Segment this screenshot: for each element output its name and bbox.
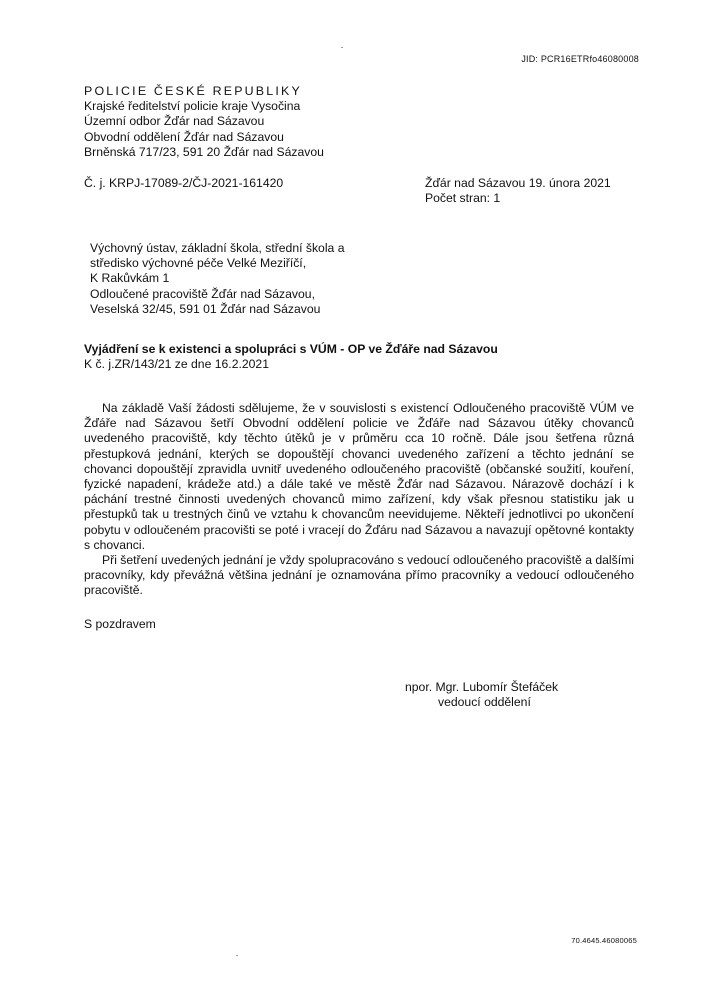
sender-line: Krajské ředitelství policie kraje Vysočina: [84, 99, 301, 114]
sender-header: [84, 84, 324, 160]
recipient-line: Odloučené pracoviště Žďár nad Sázavou,: [90, 286, 315, 301]
signatory-role: vedoucí oddělení: [438, 695, 531, 710]
recipient-line: Veselská 32/45, 591 01 Žďár nad Sázavou: [90, 301, 321, 316]
scan-speck: [236, 955, 238, 956]
page-count: Počet stran: 1: [425, 191, 501, 206]
letter-body: [84, 401, 634, 599]
recipient-address: [90, 241, 345, 317]
sender-organization: POLICIE ČESKÉ REPUBLIKY: [84, 84, 302, 98]
sender-address: Brněnská 717/23, 591 20 Žďár nad Sázavou: [84, 144, 324, 159]
body-paragraph: Při šetření uvedených jednání je vždy spolupracováno s vedoucí odloučeného pracoviště a dalšími pracovníky, kdy převážná většina jednání je oznamována přímo pracovníky a vedoucí odloučeného pracoviště.: [84, 553, 634, 598]
scan-speck: [341, 47, 343, 48]
body-paragraph: Na základě Vaší žádosti sdělujeme, že v souvislosti s existencí Odloučeného pracoviště VÚM ve Žďáře nad Sázavou šetří Obvodní oddělení policie ve Žďáře nad Sázavou útěky chovanců uvedeného pracoviště, kdy těchto útěků je v průměru cca 10 ročně. Dále jsou šetřena různá přestupková jednání, kterých se dopouštějí chovanci uvedeného zařízení a těchto jednání se chovanci dopouštějí zpravidla uvnitř uvedeného odloučeného pracoviště (občanské soužití, kouření, fyzické napadení, krádeže atd.) a dále také ve městě Žďár nad Sázavou. Nárazově dochází i k páchání trestné činnosti uvedených chovanců mimo zařízení, kdy však přesnou statistiku jak u přestupků tak u trestných činů ve vztahu k chovancům neevidujeme. Někteří jednotlivci po ukončení pobytu v odloučeném pracovišti se poté i vracejí do Žďáru nad Sázavou a navazují opětovné kontakty s chovanci.: [84, 401, 634, 552]
footer-code: 70.4645.46080065: [571, 936, 637, 945]
sender-line: Územní odbor Žďár nad Sázavou: [84, 114, 265, 129]
subject-block: [84, 342, 498, 372]
recipient-line: Výchovný ústav, základní škola, střední škola a: [90, 241, 345, 255]
sender-line: Obvodní oddělení Žďár nad Sázavou: [84, 129, 284, 144]
signatory-name: npor. Mgr. Lubomír Štefáček: [405, 680, 559, 694]
subject-title: Vyjádření se k existenci a spolupráci s VÚM - OP ve Žďáře nad Sázavou: [84, 342, 498, 356]
subject-reference: K č. j.ZR/143/21 ze dne 16.2.2021: [84, 357, 269, 372]
document-jid: JID: PCR16ETRfo46080008: [521, 54, 639, 64]
recipient-line: K Rakůvkám 1: [90, 271, 170, 286]
date-block: [425, 176, 611, 206]
reference-number: Č. j. KRPJ-17089-2/ČJ-2021-161420: [84, 176, 284, 190]
closing-greeting: S pozdravem: [84, 617, 156, 631]
recipient-line: středisko výchovné péče Velké Meziříčí,: [90, 256, 307, 271]
place-date: Žďár nad Sázavou 19. února 2021: [425, 176, 611, 190]
signature-block: [405, 680, 558, 710]
